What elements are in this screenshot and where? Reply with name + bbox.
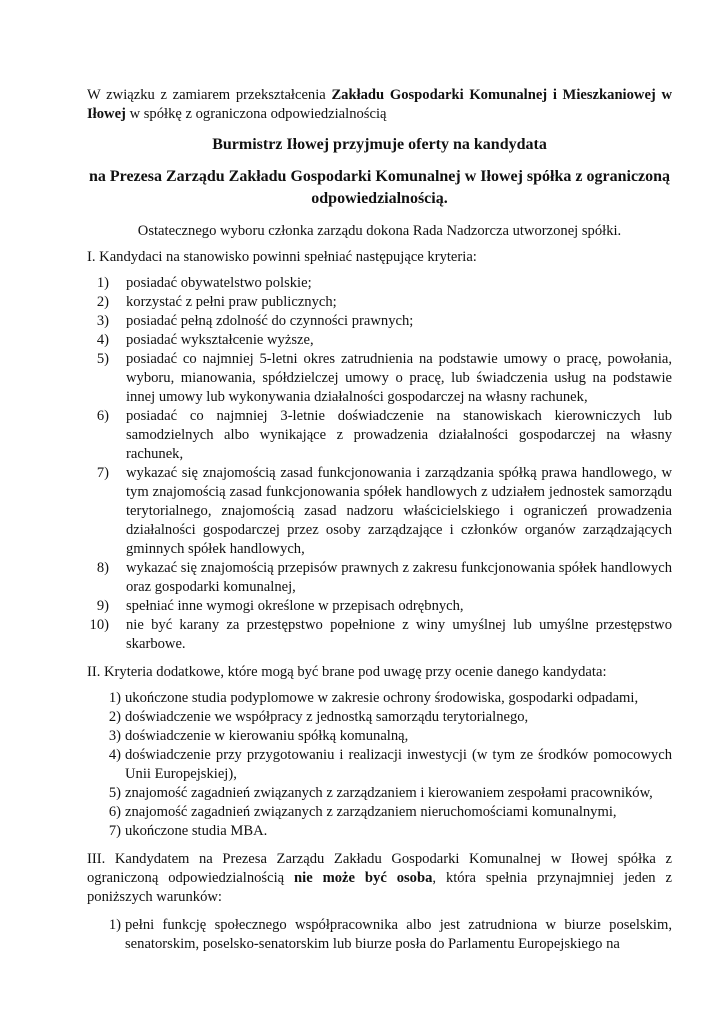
list-item-number: 1) xyxy=(108,917,121,933)
section-3-emphasis: nie może być osoba xyxy=(294,870,433,886)
section-1-list-block xyxy=(87,274,672,654)
list-item-text: doświadczenie w kierowaniu spółką komunalną, xyxy=(125,728,409,744)
list-item-text: wykazać się znajomością przepisów prawnych z zakresu funkcjonowania spółek handlowych oraz gospodarki komunalnej, xyxy=(126,560,672,595)
list-item xyxy=(87,597,672,616)
list-item-number: 9) xyxy=(96,598,109,614)
section-3-paragraph xyxy=(87,850,672,907)
intro-organization: Zakładu Gospodarki Komunalnej i Mieszkaniowej w Iłowej xyxy=(87,87,672,122)
list-item-number: 7) xyxy=(96,465,109,481)
list-item-number: 4) xyxy=(96,332,109,348)
list-item xyxy=(87,293,672,312)
list-item xyxy=(87,708,672,727)
section-2-list-block xyxy=(87,689,672,841)
intro-paragraph xyxy=(87,86,672,124)
list-item-text: wykazać się znajomością zasad funkcjonowania i zarządzania spółką prawa handlowego, w tym znajomością zasad funkcjonowania spółek handlowych z udziałem jednostek samorządu terytorialnego, znajomością zasad nadzoru właścicielskiego i ograniczeń prowadzenia działalności gospodarczej przez osoby zarządzające i członków organów zarządzających gminnych spółek handlowych, xyxy=(126,465,672,557)
heading-subtitle: na Prezesa Zarządu Zakładu Gospodarki Komunalnej w Iłowej spółka z ograniczoną odpowiedzialnością. xyxy=(88,168,671,207)
list-item xyxy=(87,746,672,784)
document-body xyxy=(87,86,672,954)
list-item-number: 6) xyxy=(108,804,121,820)
list-item-number: 7) xyxy=(108,823,121,839)
list-item-text: korzystać z pełni praw publicznych; xyxy=(126,294,337,310)
section-3-text: III. Kandydatem na Prezesa Zarządu Zakładu Gospodarki Komunalnej w Iłowej spółka z ograniczoną odpowiedzialnością xyxy=(87,851,672,886)
list-item-number: 4) xyxy=(108,747,121,763)
list-item xyxy=(87,803,672,822)
list-item-number: 1) xyxy=(108,690,121,706)
list-item xyxy=(87,274,672,293)
list-item-text: doświadczenie przy przygotowaniu i realizacji inwestycji (w tym ze środków pomocowych Unii Europejskiej), xyxy=(125,747,672,782)
list-item-text: posiadać obywatelstwo polskie; xyxy=(126,275,312,291)
list-item-text: posiadać co najmniej 3-letnie doświadczenie na stanowiskach kierowniczych lub samodzielnych albo wynikające z prowadzenia działalności gospodarczej na własny rachunek, xyxy=(126,408,672,462)
section-3-text-end: , która spełnia przynajmniej jeden z poniższych warunków: xyxy=(87,870,672,905)
criteria-list xyxy=(87,274,672,654)
list-item xyxy=(87,616,672,654)
list-item xyxy=(87,916,672,954)
list-item xyxy=(87,407,672,464)
supervisory-board-note: Ostatecznego wyboru członka zarządu dokona Rada Nadzorcza utworzonej spółki. xyxy=(137,223,622,239)
list-item xyxy=(87,312,672,331)
intro-text-end: w spółkę z ograniczona odpowiedzialnością xyxy=(125,106,387,122)
intro-text: W związku z zamiarem przekształcenia xyxy=(87,87,332,103)
list-item-number: 2) xyxy=(96,294,109,310)
list-item-text: ukończone studia MBA. xyxy=(125,823,268,839)
list-item xyxy=(87,559,672,597)
list-item-number: 3) xyxy=(108,728,121,744)
list-item-text: ukończone studia podyplomowe w zakresie ochrony środowiska, gospodarki odpadami, xyxy=(125,690,639,706)
list-item-text: znajomość zagadnień związanych z zarządzaniem nieruchomościami komunalnymi, xyxy=(125,804,617,820)
list-item-number: 3) xyxy=(96,313,109,329)
exclusion-conditions-list xyxy=(87,916,672,954)
list-item-text: znajomość zagadnień związanych z zarządzaniem i kierowaniem zespołami pracowników, xyxy=(125,785,653,801)
list-item-text: posiadać co najmniej 5-letni okres zatrudnienia na podstawie umowy o pracę, powołania, wyboru, mianowania, spółdzielczej umowy o pracę, lub świadczenia usług na podstawie innej umowy lub wykonywania działalności gospodarczej na własny rachunek, xyxy=(126,351,672,405)
list-item-text: pełni funkcję społecznego współpracownika albo jest zatrudniona w biurze poselskim, senatorskim, poselsko-senatorskim lub biurze posła do Parlamentu Europejskiego na xyxy=(125,917,672,952)
list-item-number: 6) xyxy=(96,408,109,424)
list-item-text: nie być karany za przestępstwo popełnione z winy umyślnej lub umyślne przestępstwo skarbowe. xyxy=(126,617,672,652)
list-item-text: doświadczenie we współpracy z jednostką samorządu terytorialnego, xyxy=(125,709,529,725)
list-item-text: spełniać inne wymogi określone w przepisach odrębnych, xyxy=(126,598,464,614)
list-item xyxy=(87,464,672,559)
list-item-number: 5) xyxy=(96,351,109,367)
list-item xyxy=(87,331,672,350)
section-2-title: II. Kryteria dodatkowe, które mogą być brane pod uwagę przy ocenie danego kandydata: xyxy=(87,664,607,680)
list-item-number: 2) xyxy=(108,709,121,725)
list-item xyxy=(87,350,672,407)
list-item-number: 10) xyxy=(89,617,109,633)
list-item-number: 5) xyxy=(108,785,121,801)
list-item-text: posiadać wykształcenie wyższe, xyxy=(126,332,314,348)
list-item xyxy=(87,822,672,841)
list-item xyxy=(87,784,672,803)
heading-title: Burmistrz Iłowej przyjmuje oferty na kandydata xyxy=(212,136,547,153)
list-item-text: posiadać pełną zdolność do czynności prawnych; xyxy=(126,313,414,329)
additional-criteria-list xyxy=(87,689,672,841)
section-1-title: I. Kandydaci na stanowisko powinni spełniać następujące kryteria: xyxy=(87,249,477,265)
list-item-number: 8) xyxy=(96,560,109,576)
list-item xyxy=(87,727,672,746)
list-item xyxy=(87,689,672,708)
list-item-number: 1) xyxy=(96,275,109,291)
